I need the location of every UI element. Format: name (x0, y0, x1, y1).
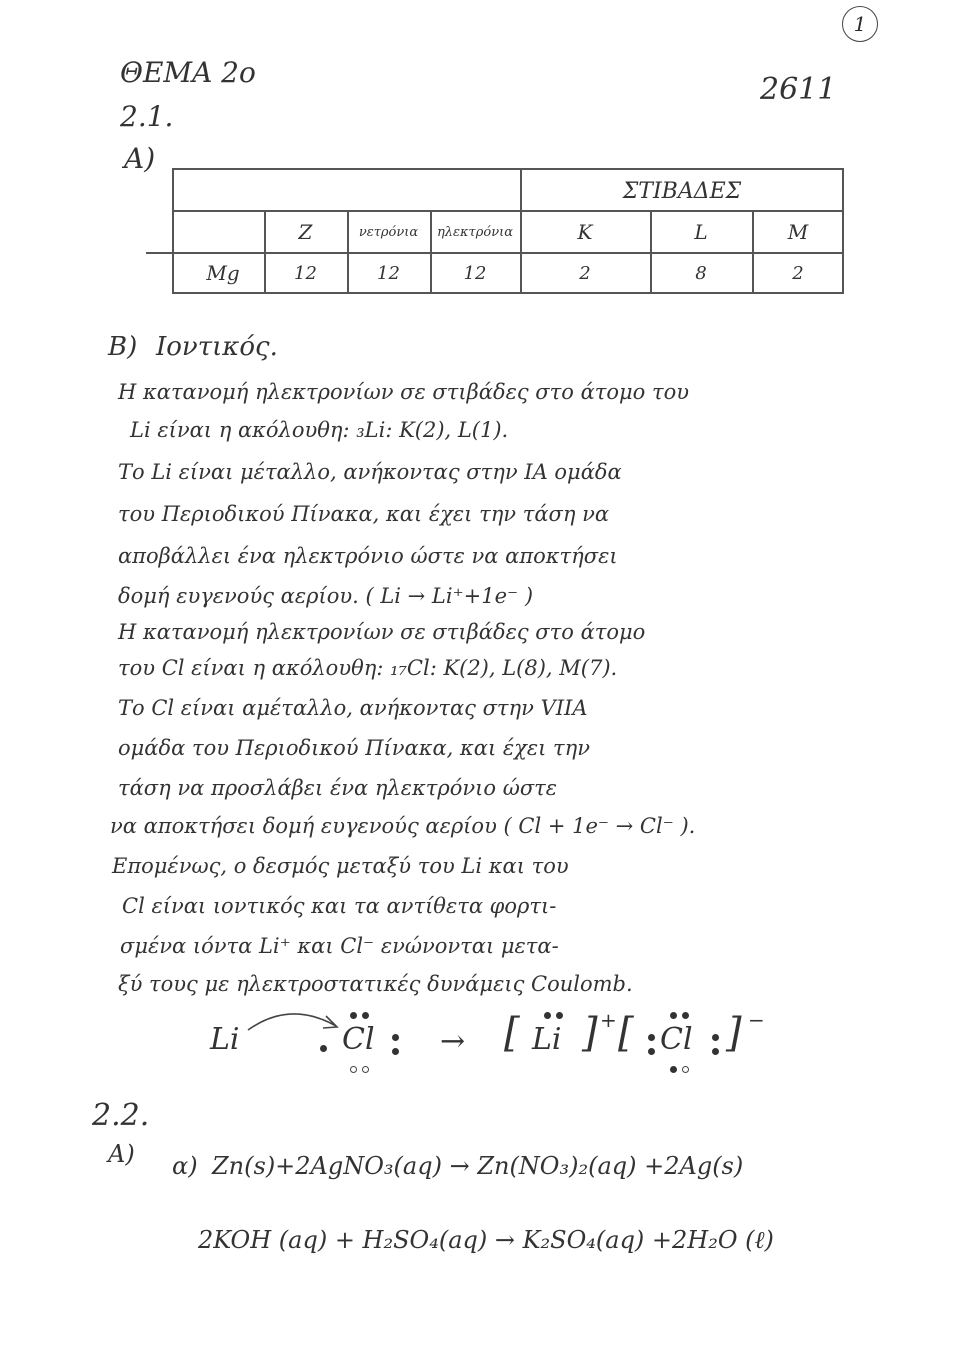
electron-configuration-table (172, 168, 844, 294)
text-line: του Cl είναι η ακόλουθη: ₁₇Cl: K(2), L(8), M(7). (118, 656, 618, 680)
cl-ion-electron (682, 1066, 689, 1073)
text-line: σμένα ιόντα Li⁺ και Cl⁻ ενώνονται μετα- (120, 934, 559, 958)
col-header-electrons: ηλεκτρόνια (437, 224, 513, 240)
equation-1: Zn(s)+2AgNO₃(aq) → Zn(NO₃)₂(aq) +2Ag(s) (212, 1152, 744, 1180)
text-line: Η κατανομή ηλεκτρονίων σε στιβάδες στο άτομο (118, 620, 646, 644)
bracket-open: [ (618, 1010, 634, 1056)
li-ion-charge: + (600, 1008, 617, 1032)
cl-ion-electron (682, 1012, 689, 1019)
section-2-1-number: 2.1. (120, 100, 174, 133)
cl-ion-electron (670, 1012, 677, 1019)
cl-ion-electron (712, 1034, 719, 1041)
bracket-close: ] (726, 1010, 742, 1056)
cell-z: 12 (294, 262, 317, 284)
page-number: 1 (853, 12, 867, 36)
cl-electron (362, 1012, 369, 1019)
cell-electrons: 12 (463, 262, 487, 284)
part-b-label: B) (108, 332, 138, 362)
col-header-neutrons: νετρόνια (358, 224, 419, 240)
cl-ion-charge: − (748, 1008, 765, 1032)
part-a-label: A) (124, 142, 156, 175)
text-line: Cl είναι ιοντικός και τα αντίθετα φορτι- (122, 894, 557, 918)
row-element: Mg (206, 261, 240, 285)
exam-code: 2611 (760, 72, 837, 107)
text-line: Το Li είναι μέταλλο, ανήκοντας στην IA ομάδα (118, 460, 622, 484)
col-header-l: L (694, 220, 708, 244)
text-line: ξύ τους με ηλεκτροστατικές δυνάμεις Coulomb. (118, 972, 633, 996)
cl-ion-electron (648, 1034, 655, 1041)
lewis-cl-symbol: Cl (342, 1022, 375, 1057)
shells-group-header: ΣΤΙΒΑΔΕΣ (622, 178, 742, 204)
cl-electron (362, 1066, 369, 1073)
lewis-cl-ion: Cl (660, 1022, 693, 1057)
cell-neutrons: 12 (377, 262, 400, 284)
lewis-li-ion: Li (532, 1022, 562, 1057)
text-line: δομή ευγενούς αερίου. ( Li → Li⁺+1e⁻ ) (118, 584, 534, 608)
cell-l: 8 (695, 262, 707, 284)
text-line: Li είναι η ακόλουθη: ₃Li: K(2), L(1). (130, 418, 509, 442)
li-ion-electron (544, 1012, 551, 1019)
cl-ion-electron (670, 1066, 677, 1073)
cell-k: 2 (579, 262, 591, 284)
li-valence-electron (320, 1045, 327, 1052)
cl-ion-electron (712, 1048, 719, 1055)
item-alpha: α) (172, 1152, 198, 1180)
topic-heading: ΘΕΜΑ 2ο (120, 56, 256, 89)
electron-transfer-arrow (240, 1000, 350, 1040)
li-ion-electron (556, 1012, 563, 1019)
reaction-arrow: → (440, 1024, 466, 1059)
cl-electron (350, 1012, 357, 1019)
cell-m: 2 (792, 262, 804, 284)
text-line: τάση να προσλάβει ένα ηλεκτρόνιο ώστε (118, 776, 558, 800)
cl-electron (350, 1066, 357, 1073)
text-line: Επομένως, ο δεσμός μεταξύ του Li και του (112, 854, 569, 878)
section-2-2-number: 2.2. (92, 1098, 150, 1133)
text-line: ομάδα του Περιοδικού Πίνακα, και έχει την (118, 736, 591, 760)
bracket-open: [ (504, 1010, 520, 1056)
equation-2: 2KOH (aq) + H₂SO₄(aq) → K₂SO₄(aq) +2H₂O (ℓ) (198, 1226, 774, 1254)
text-line: του Περιοδικού Πίνακα, και έχει την τάση να (118, 502, 610, 526)
part-a-label-2: A) (108, 1140, 135, 1168)
lewis-li-symbol: Li (210, 1022, 240, 1057)
col-header-z: Z (298, 220, 313, 244)
text-line: να αποκτήσει δομή ευγενούς αερίου ( Cl + 1e⁻ → Cl⁻ ). (110, 814, 696, 838)
col-header-k: K (577, 220, 593, 244)
cl-ion-electron (648, 1048, 655, 1055)
text-line: Το Cl είναι αμέταλλο, ανήκοντας στην VIIA (118, 696, 588, 720)
cl-electron (392, 1034, 399, 1041)
bracket-close: ] (582, 1010, 598, 1056)
cl-electron (392, 1048, 399, 1055)
text-line: Η κατανομή ηλεκτρονίων σε στιβάδες στο άτομο του (118, 380, 689, 404)
bond-type: Ιοντικός. (156, 332, 278, 362)
text-line: αποβάλλει ένα ηλεκτρόνιο ώστε να αποκτήσει (118, 544, 618, 568)
page-number-badge (842, 6, 878, 42)
col-header-m: M (787, 220, 809, 244)
